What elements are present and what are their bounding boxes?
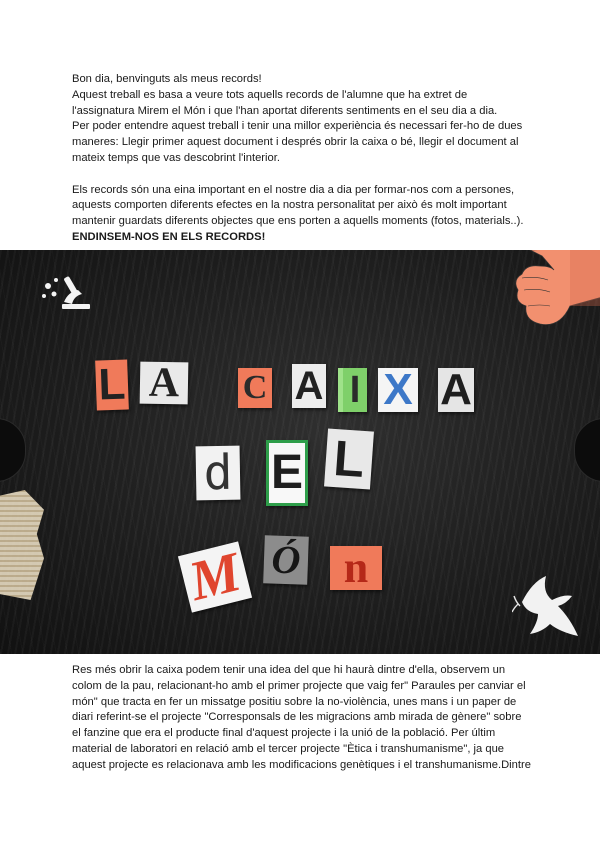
box-photo — [0, 250, 600, 654]
intro-line: Aquest treball es basa a veure tots aquells records de l'alumne que ha extret de — [72, 88, 468, 101]
box-tab-left — [0, 418, 26, 482]
outro-text — [72, 663, 542, 774]
cutout-letter: I — [338, 368, 367, 412]
intro-line: mateix temps que vas descobrint l'interior. — [72, 151, 280, 164]
intro-line: Per poder entendre aquest treball i tenir una millor experiència és necessari fer-ho de dues — [72, 120, 523, 133]
outro-line: material de laboratori en relació amb el tercer projecte "Ètica i transhumanisme", ja que — [72, 742, 505, 755]
dove-icon — [512, 572, 582, 646]
cutout-letter: M — [178, 541, 252, 612]
outro-line: diari referint-se el projecte "Corresponsals de les migracions amb mirada de gènere" sobre — [72, 711, 522, 724]
cutout-letter: A — [292, 364, 326, 408]
call-to-action: ENDINSEM-NOS EN ELS RECORDS! — [72, 230, 266, 243]
cutout-letter: L — [324, 428, 374, 489]
outro-line: món" que tracta en fer un missatge positiu sobre la no-violència, unes mans i un paper de — [72, 695, 517, 708]
intro-line: Els records són una eina important en el nostre dia a dia per formar-nos com a persones, — [72, 183, 515, 196]
outro-line: el fanzine que era el producte final d'aquest projecte i la unió de la població. Per últim — [72, 727, 496, 740]
outro-line: colom de la pau, relacionant-ho amb el primer projecte que vaig fer" Paraules per canviar el — [72, 679, 526, 692]
hand-cutout-icon — [510, 250, 600, 328]
intro-line: maneres: Llegir primer aquest document i després obrir la caixa o bé, llegir el document al — [72, 136, 519, 149]
intro-line: l'assignatura Mirem el Món i que l'han aportat diferents sentiments en el seu dia a dia. — [72, 104, 498, 117]
greeting-line: Bon dia, benvinguts als meus records! — [72, 73, 262, 85]
intro-text — [72, 72, 542, 246]
newspaper-scrap — [0, 490, 44, 600]
outro-line: aquest projecte es relacionava amb les modificacions genètiques i el transhumanisme.Dintre — [72, 758, 531, 771]
intro-line: aquests comporten diferents efectes en la nostra personalitat per això és molt important — [72, 199, 507, 212]
cutout-letter: n — [330, 546, 382, 590]
intro-line: mantenir guardats diferents objectes que ens porten a aquells moments (fotos, materials..). — [72, 215, 524, 228]
cutout-letter: C — [238, 368, 272, 408]
cutout-letter: A — [140, 362, 189, 405]
cutout-letter: A — [438, 368, 474, 412]
cutout-letter: Ó — [263, 535, 309, 585]
cutout-letter: E — [266, 440, 308, 506]
microscope-icon — [38, 272, 96, 312]
cutout-letter: L — [95, 359, 129, 410]
outro-line: Res més obrir la caixa podem tenir una idea del que hi haurà dintre d'ella, observem un — [72, 664, 506, 676]
box-tab-right — [574, 418, 600, 482]
cutout-letter: X — [378, 368, 418, 412]
cutout-letter: d — [196, 446, 241, 501]
